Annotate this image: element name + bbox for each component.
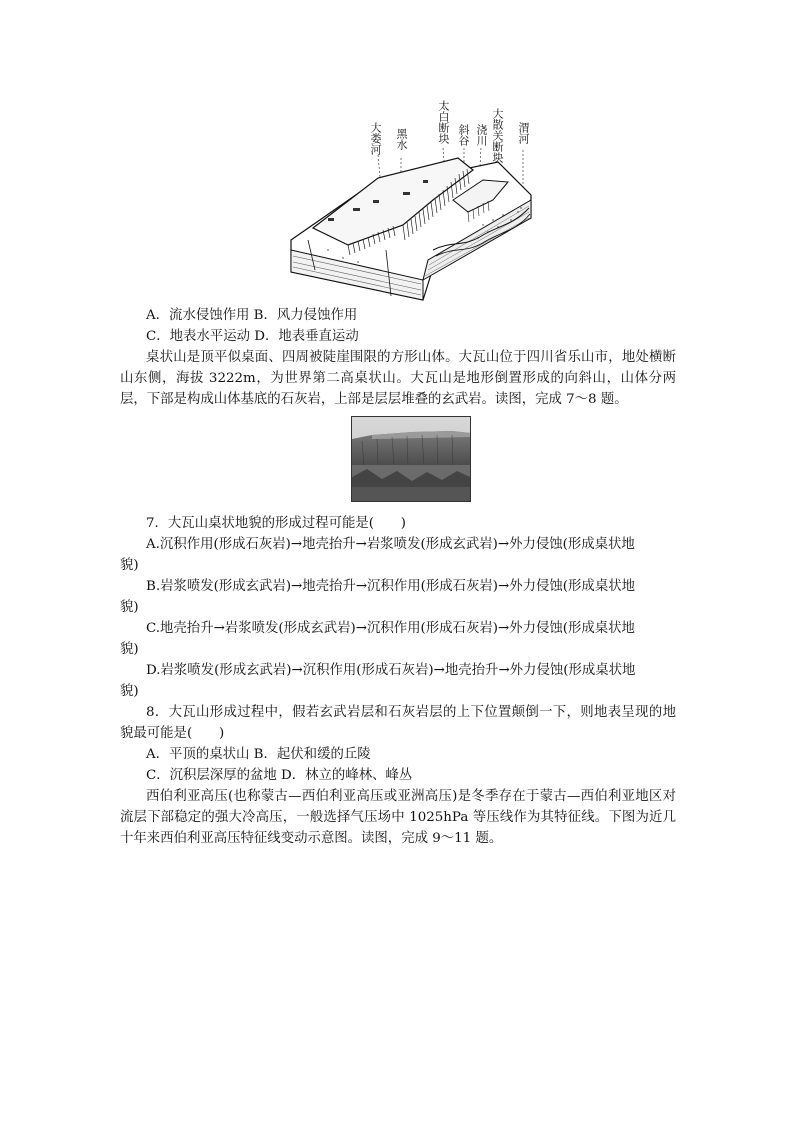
label-da-lou-he: 大娄河 xyxy=(369,122,382,155)
q8-stem: 8．大瓦山形成过程中，假若玄武岩层和石灰岩层的上下位置颠倒一下，则地表呈现的地貌最可能是( ) xyxy=(120,705,676,741)
q7-option-a-line-2: 貌) xyxy=(120,558,139,573)
q7-option-d-line-1: D.岩浆喷发(形成玄武岩)→沉积作用(形成石灰岩)→地壳抬升→外力侵蚀(形成桌状地 xyxy=(146,663,636,678)
label-tai-bai-duan-kuai: 太白断块 xyxy=(437,100,450,144)
q7-option-c-line-1: C.地壳抬升→岩浆喷发(形成玄武岩)→沉积作用(形成石灰岩)→外力侵蚀(形成桌状地 xyxy=(146,621,635,636)
q7-stem: 7．大瓦山桌状地貌的形成过程可能是( ) xyxy=(146,516,406,531)
block-diagram-figure xyxy=(283,100,533,305)
q7-option-a-line-1: A.沉积作用(形成石灰岩)→地壳抬升→岩浆喷发(形成玄武岩)→外力侵蚀(形成桌状地 xyxy=(146,537,635,552)
q7-option-d-line-2: 貌) xyxy=(120,684,139,699)
label-jiao-chuan: 浇川 xyxy=(475,124,488,146)
table-mountain-photo xyxy=(351,416,471,502)
q7-option-c-line-2: 貌) xyxy=(120,642,139,657)
q6-options-line-1: A．流水侵蚀作用 B．风力侵蚀作用 xyxy=(146,308,358,323)
photo-graphic xyxy=(352,417,470,501)
passage-siberian-high: 西伯利亚高压(也称蒙古—西伯利亚高压或亚洲高压)是冬季存在于蒙古—西伯利亚地区对流层下部稳定的强大冷高压，一般选择气压场中 1025hPa 等压线作为其特征线。下图为近几十年来西伯利亚高压特征线变动示意图。读图，完成 9～11 题。 xyxy=(120,789,676,846)
passage-table-mountain: 桌状山是顶平似桌面、四周被陡崖围限的方形山体。大瓦山位于四川省乐山市，地处横断山东侧，海拔 3222m，为世界第二高桌状山。大瓦山是地形倒置形成的向斜山，山体分两层，下部是构成山体基底的石灰岩，上部是层层堆叠的玄武岩。读图，完成 7～8 题。 xyxy=(120,350,676,407)
label-wei-he: 渭河 xyxy=(517,122,530,144)
q7-option-b-line-2: 貌) xyxy=(120,600,139,615)
label-hei-shui: 黑水 xyxy=(395,128,408,150)
q8-options-line-2: C．沉积层深厚的盆地 D．林立的峰林、峰丛 xyxy=(146,768,413,783)
q7-option-b-line-1: B.岩浆喷发(形成玄武岩)→地壳抬升→沉积作用(形成石灰岩)→外力侵蚀(形成桌状地 xyxy=(146,579,635,594)
label-da-san-guan-duan-kuai: 大散关断块 xyxy=(491,108,504,163)
q6-options-line-2: C．地表水平运动 D．地表垂直运动 xyxy=(146,329,359,344)
label-xie-gu: 斜谷 xyxy=(457,124,470,146)
q8-options-line-1: A．平顶的桌状山 B．起伏和缓的丘陵 xyxy=(146,747,371,762)
